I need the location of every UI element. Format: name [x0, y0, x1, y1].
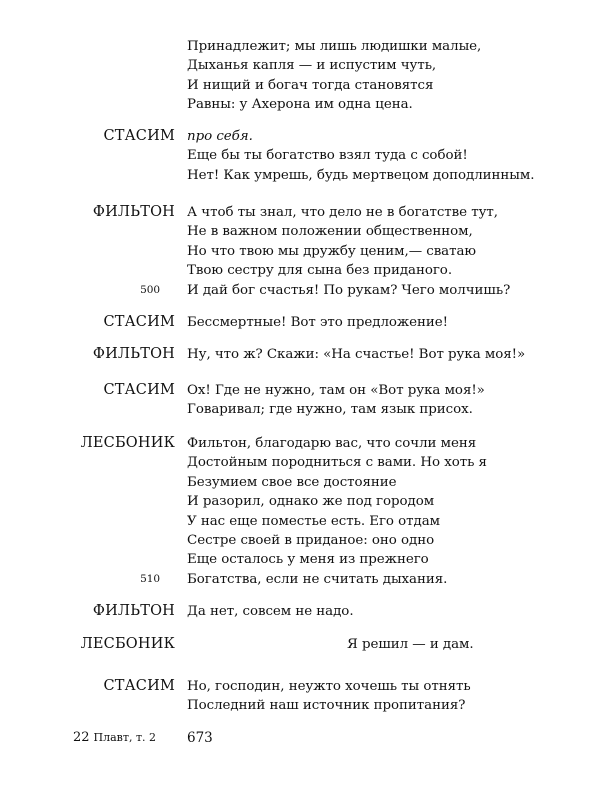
verse-line [187, 492, 587, 511]
line-text: Фильтон, благодарю вас, что сочли меня [187, 436, 477, 451]
page-footer [0, 728, 600, 750]
line-text: А чтоб ты знал, что дело не в богатстве тут, [187, 205, 498, 220]
line-text: Но что твою мы дружбу ценим,— сватаю [187, 243, 477, 259]
verse-line [187, 222, 587, 241]
page-number: 673 [187, 730, 213, 746]
line-text: Да нет, совсем не надо. [187, 604, 354, 619]
speaker-name: ЛЕСБОНИК [80, 435, 175, 451]
line-text: Но, господин, неужто хочешь ты отнять [187, 679, 471, 694]
line-text: И дай бог счастья! По рукам? Чего молчишь? [187, 282, 511, 298]
line-text: Бессмертные! Вот это предложение! [187, 315, 449, 330]
line-text: Сестре своей в приданое: оно одно [187, 532, 435, 548]
verse-line [187, 76, 587, 95]
line-text: Нет! Как умрешь, будь мертвецом доподлинным. [187, 167, 535, 183]
line-text: Богатства, если не считать дыхания. [187, 571, 448, 587]
verse-lines [140, 203, 587, 300]
verse-line [187, 261, 587, 280]
line-text: У нас еще поместье есть. Его отдам [187, 513, 441, 529]
line-text: Дыханья капля — и испустим чуть, [187, 58, 437, 74]
line-text: Говаривал; где нужно, там язык присох. [187, 402, 473, 418]
signature-text: Плавт, т. 2 [93, 731, 157, 744]
verse-line [187, 400, 587, 419]
verse-lines [187, 345, 587, 364]
verse-line [187, 434, 587, 453]
line-text: Еще бы ты богатство взял туда с собой! [187, 148, 468, 164]
verse-line [140, 281, 587, 300]
line-text: Последний наш источник пропитания? [187, 698, 466, 714]
verse-line [187, 696, 587, 715]
verse-line [187, 166, 587, 185]
verse-line [140, 570, 587, 589]
verse-lines [187, 677, 587, 716]
verse-line [187, 531, 587, 550]
verse-line [187, 473, 587, 492]
verse-line [187, 550, 587, 569]
verse-lines [187, 313, 587, 332]
speaker-name: СТАСИМ [103, 678, 175, 694]
line-text: Ну, что ж? Скажи: «На счастье! Вот рука моя!» [187, 347, 526, 362]
verse-line [187, 146, 587, 165]
line-text: про себя. [187, 129, 253, 144]
verse-line [187, 37, 587, 56]
speaker-name: СТАСИМ [103, 314, 175, 330]
printer-signature [73, 728, 156, 748]
line-text: Ох! Где не нужно, там он «Вот рука моя!» [187, 383, 485, 398]
verse-line [187, 677, 587, 696]
line-number: 510 [140, 572, 160, 585]
speaker-name: ФИЛЬТОН [92, 603, 175, 619]
speaker-name: ФИЛЬТОН [92, 346, 175, 362]
verse-lines [187, 381, 587, 420]
line-text: Достойным породниться с вами. Но хоть я [187, 455, 487, 471]
verse-line [187, 242, 587, 261]
line-text: И разорил, однако же под городом [187, 494, 435, 510]
line-text: Принадлежит; мы лишь людишки малые, [187, 39, 482, 54]
speaker-name: СТАСИМ [103, 382, 175, 398]
line-text: Твою сестру для сына без приданого. [187, 263, 453, 279]
verse-line [187, 56, 587, 75]
speaker-name: СТАСИМ [103, 128, 175, 144]
verse-lines [187, 127, 587, 185]
line-text: Безумием свое все достояние [187, 474, 397, 490]
verse-lines [140, 434, 587, 589]
line-text: Не в важном положении общественном, [187, 224, 473, 240]
line-text: Я решил — и дам. [347, 637, 474, 652]
line-text: Еще осталось у меня из прежнего [187, 552, 429, 568]
speaker-name: ЛЕСБОНИК [80, 636, 175, 652]
verse-line [187, 453, 587, 472]
line-number: 500 [140, 283, 160, 296]
verse-line [187, 381, 587, 400]
verse-lines [187, 602, 587, 621]
verse-line [187, 602, 587, 621]
verse-line [187, 313, 587, 332]
stage-direction [187, 127, 587, 146]
signature-number: 22 [73, 730, 90, 745]
verse-line [187, 95, 587, 114]
line-text: Равны: у Ахерона им одна цена. [187, 97, 413, 113]
verse-lines [187, 37, 587, 115]
verse-line [187, 635, 587, 654]
verse-line [187, 345, 587, 364]
line-text: И нищий и богач тогда становятся [187, 77, 434, 93]
verse-lines [187, 635, 587, 654]
verse-line [187, 203, 587, 222]
verse-line [187, 512, 587, 531]
speaker-name: ФИЛЬТОН [92, 204, 175, 220]
